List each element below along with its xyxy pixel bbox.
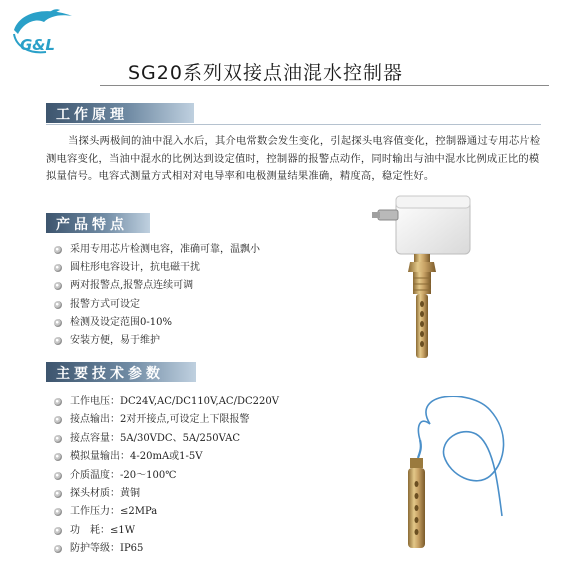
bullet-icon bbox=[54, 490, 62, 498]
bullet-icon bbox=[54, 337, 62, 345]
bullet-icon bbox=[54, 301, 62, 309]
list-item: 两对报警点,报警点连续可调 bbox=[54, 278, 260, 296]
dolphin-icon bbox=[14, 11, 72, 34]
list-item: 安装方便，易于维护 bbox=[54, 333, 260, 351]
list-item: 工作电压：DC24V,AC/DC110V,AC/DC220V bbox=[54, 394, 279, 412]
principle-paragraph: 当探头两极间的油中混入水后，其介电常数会发生变化，引起探头电容值变化，控制器通过专用芯片检测电容变化，当油中混水的比例达到设定值时，控制器的报警点动作，同时输出与油中混水比例成正比的模拟量信号。电容式测量方式相对对电导率和电极测量结果准确，精度高，稳定性好。 bbox=[46, 135, 541, 182]
section-heading-params: 主要技术参数 bbox=[46, 362, 196, 382]
bullet-icon bbox=[54, 435, 62, 443]
list-item: 接点输出：2对开接点,可设定上下限报警 bbox=[54, 412, 279, 430]
probe-cable-photo bbox=[390, 396, 515, 556]
list-item: 防护等级：IP65 bbox=[54, 541, 279, 559]
list-item: 检测及设定范围0-10% bbox=[54, 315, 260, 333]
bullet-icon bbox=[54, 398, 62, 406]
list-item: 介质温度：-20～100℃ bbox=[54, 468, 279, 486]
section-divider bbox=[46, 124, 541, 125]
features-list bbox=[54, 242, 260, 351]
bullet-icon bbox=[54, 416, 62, 424]
title-divider bbox=[100, 85, 549, 86]
section-heading-principle: 工作原理 bbox=[46, 103, 194, 123]
bullet-icon bbox=[54, 264, 62, 272]
list-item: 报警方式可设定 bbox=[54, 297, 260, 315]
bullet-icon bbox=[54, 545, 62, 553]
bullet-icon bbox=[54, 319, 62, 327]
section-heading-features: 产品特点 bbox=[46, 213, 150, 233]
list-item: 圆柱形电容设计，抗电磁干扰 bbox=[54, 260, 260, 278]
bullet-icon bbox=[54, 246, 62, 254]
page-title: SG20系列双接点油混水控制器 bbox=[128, 62, 403, 84]
bullet-icon bbox=[54, 453, 62, 461]
params-list bbox=[54, 394, 279, 560]
list-item: 接点容量：5A/30VDC、5A/250VAC bbox=[54, 431, 279, 449]
bullet-icon bbox=[54, 527, 62, 535]
bullet-icon bbox=[54, 472, 62, 480]
list-item: 探头材质：黄铜 bbox=[54, 486, 279, 504]
list-item: 采用专用芯片检测电容，准确可靠，温飘小 bbox=[54, 242, 260, 260]
controller-photo bbox=[368, 190, 480, 366]
list-item: 功 耗：≤1W bbox=[54, 523, 279, 541]
logo-text: G&L bbox=[20, 36, 55, 54]
bullet-icon bbox=[54, 508, 62, 516]
list-item: 模拟量输出：4-20mA或1-5V bbox=[54, 449, 279, 467]
company-logo bbox=[6, 4, 84, 60]
bullet-icon bbox=[54, 282, 62, 290]
list-item: 工作压力：≤2MPa bbox=[54, 504, 279, 522]
